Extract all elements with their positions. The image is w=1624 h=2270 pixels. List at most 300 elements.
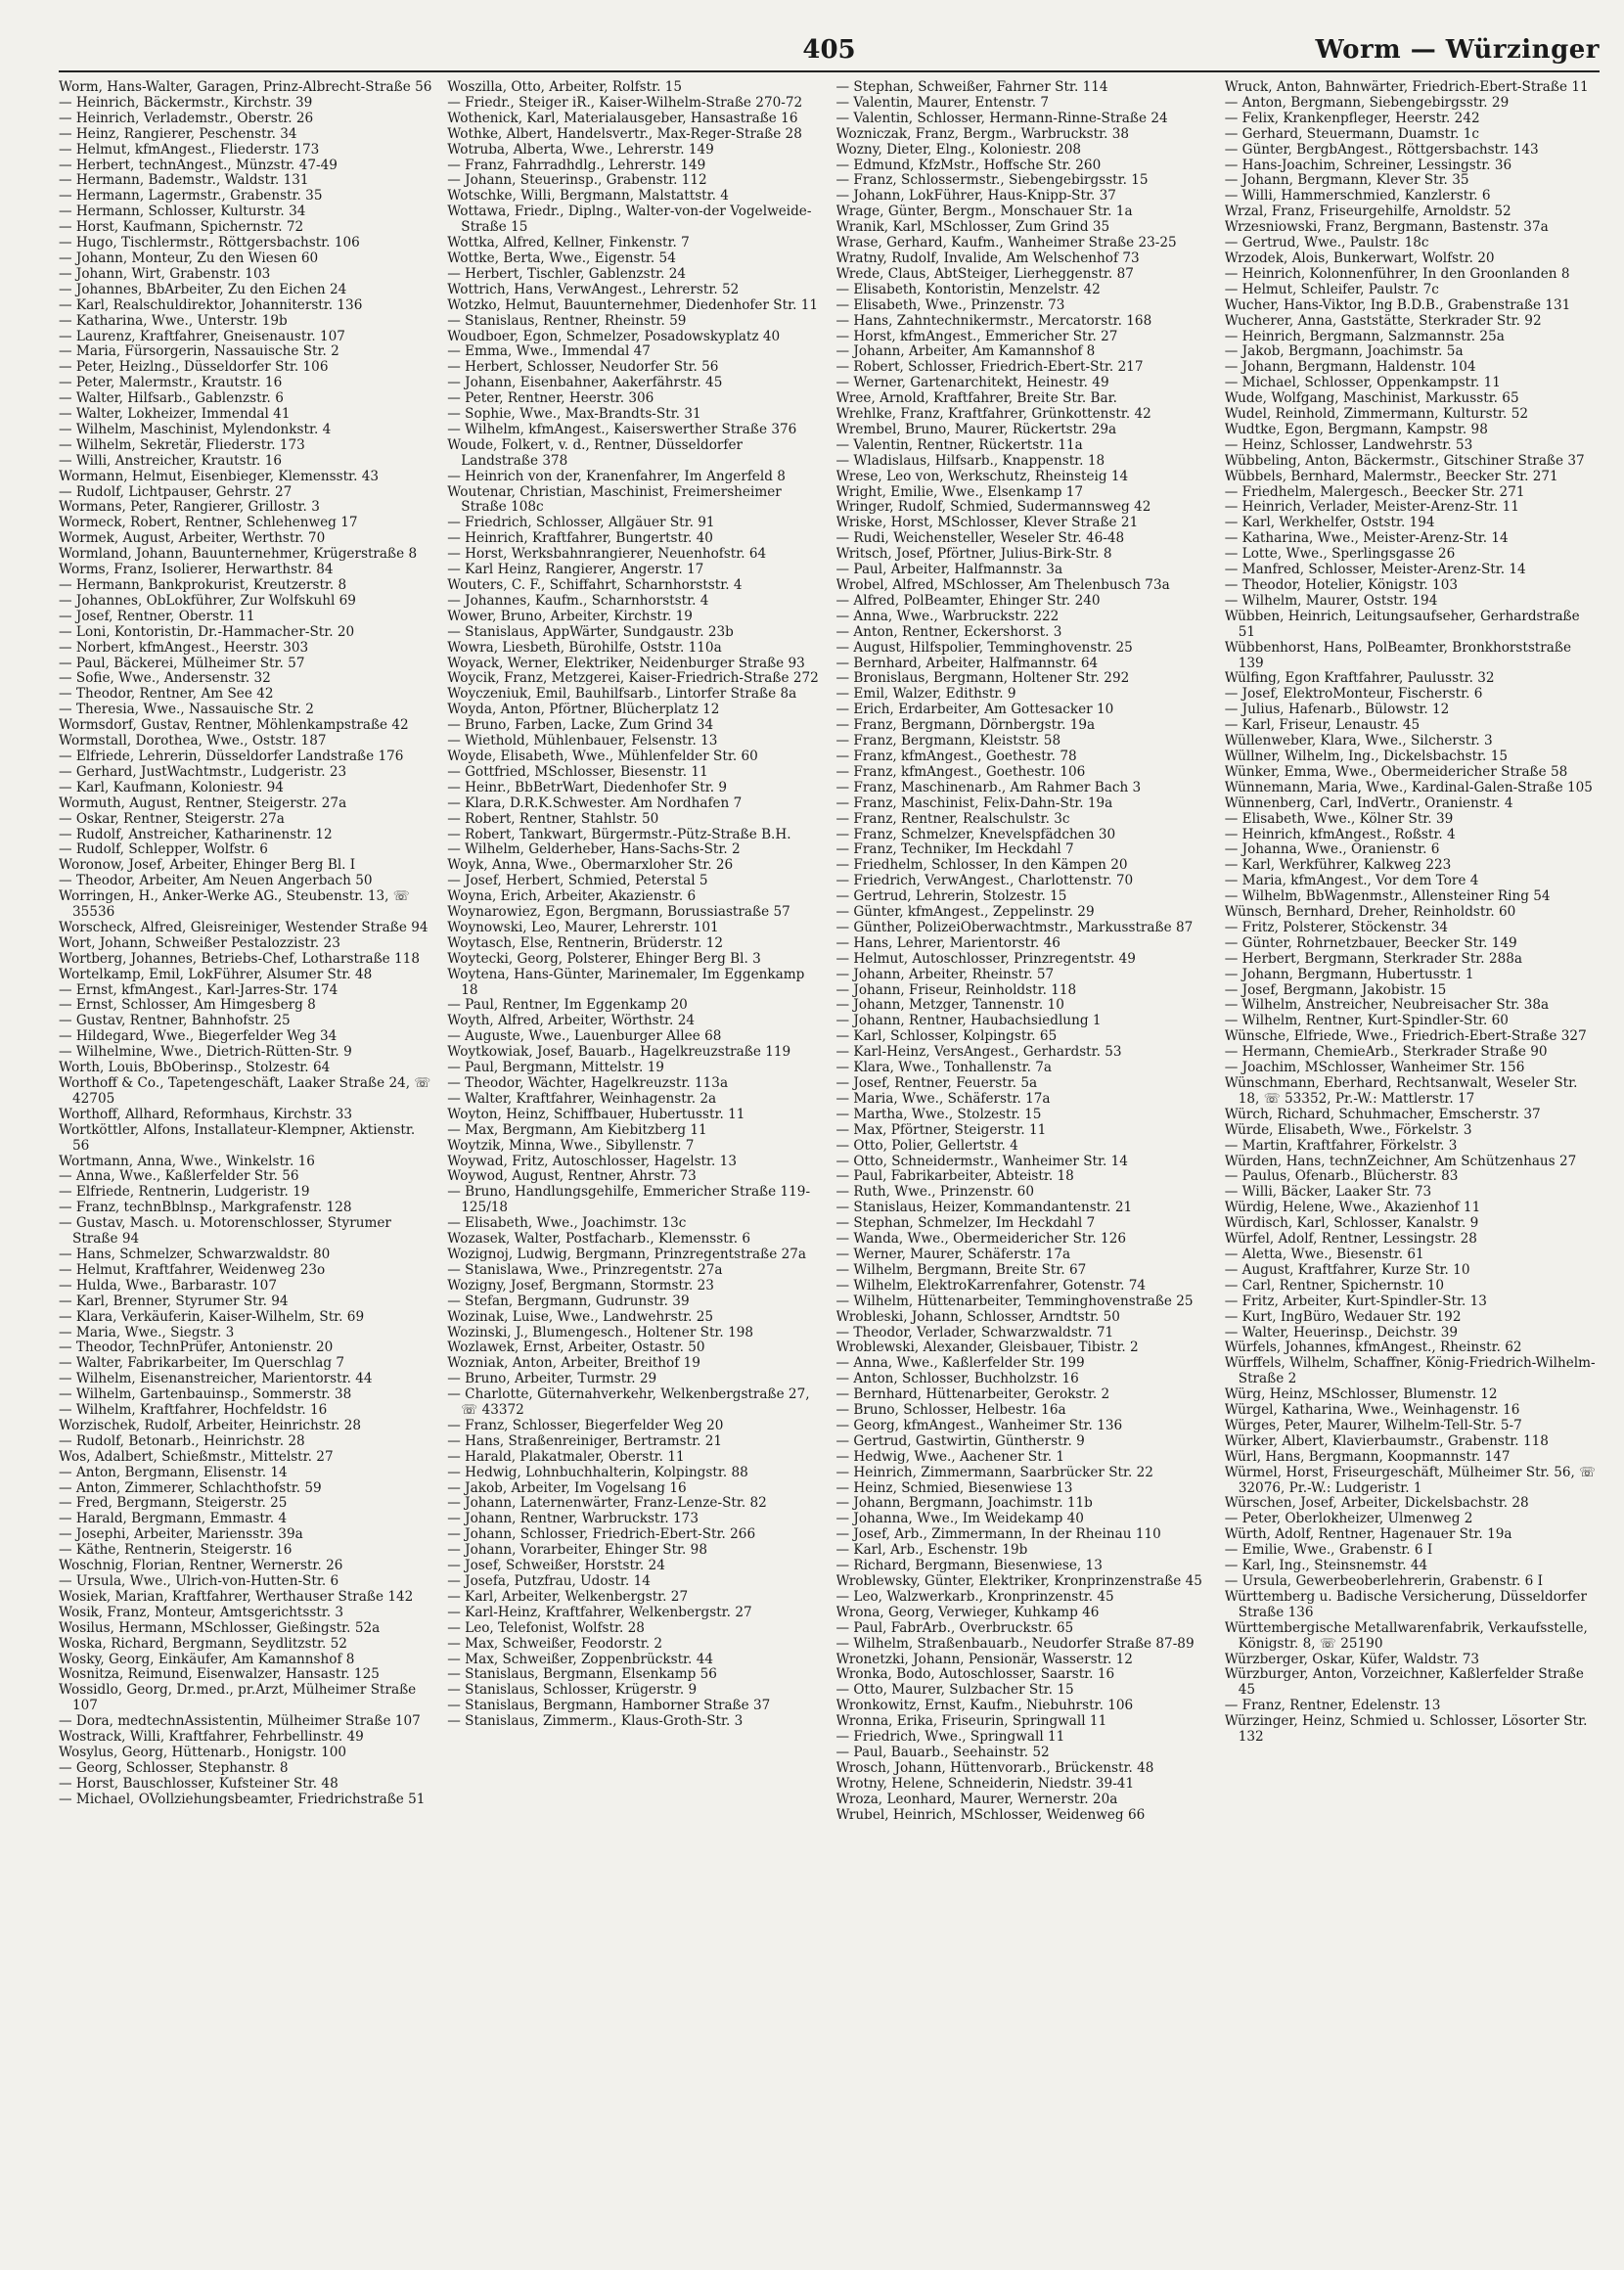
directory-entry: — Karl, Friseur, Lenaustr. 45	[1224, 717, 1421, 734]
directory-entry: — Heinz, Schmied, Biesenwiese 13	[835, 1479, 1073, 1496]
directory-entry: Wronna, Erika, Friseurin, Springwall 11	[835, 1713, 1107, 1730]
directory-entry: Woytena, Hans-Günter, Marinemaler, Im Eggenkamp 18	[447, 966, 805, 998]
directory-entry: Wrzesniowski, Franz, Bergmann, Bastenstr. 37a	[1224, 219, 1549, 236]
directory-entry: — Max, Schweißer, Feodorstr. 2	[447, 1635, 663, 1652]
directory-entry: — Paul, Bauarb., Seehainstr. 52	[835, 1744, 1050, 1760]
directory-entry: — Max, Schweißer, Zoppenbrückstr. 44	[447, 1651, 713, 1667]
directory-entry: — Josef, Bergmann, Jakobistr. 15	[1224, 981, 1447, 998]
directory-entry: — Paul, Bäckerei, Mülheimer Str. 57	[59, 655, 305, 671]
directory-entry: — Günther, PolizeiOberwachtmstr., Markusstraße 87	[835, 919, 1194, 935]
directory-entry: — Heinrich, Bäckermstr., Kirchstr. 39	[59, 94, 313, 111]
directory-entry: — Wilhelm, Eisenanstreicher, Marientorstr. 44	[59, 1371, 373, 1387]
directory-entry: — Willi, Bäcker, Laaker Str. 73	[1224, 1184, 1432, 1201]
directory-entry: — Wanda, Wwe., Obermeidericher Str. 126	[835, 1231, 1126, 1248]
directory-entry: Wormland, Johann, Bauunternehmer, Krügerstraße 8	[59, 546, 418, 563]
directory-entry: — Elisabeth, Wwe., Kölner Str. 39	[1224, 810, 1454, 827]
directory-entry: — Paulus, Ofenarb., Blücherstr. 83	[1224, 1168, 1459, 1185]
directory-entry: — Hermann, ChemieArb., Sterkrader Straße 90	[1224, 1044, 1548, 1061]
directory-entry: — Johann, Bergmann, Haldenstr. 104	[1224, 359, 1476, 376]
directory-entry: Woytzik, Minna, Wwe., Sibyllenstr. 7	[447, 1137, 695, 1154]
directory-entry: — Anton, Bergmann, Siebengebirgsstr. 29	[1224, 94, 1510, 111]
directory-entry: Wrzodek, Alois, Bunkerwart, Wolfstr. 20	[1224, 250, 1495, 266]
directory-entry: — Wilhelm, kfmAngest., Kaiserswerther Straße 376	[447, 421, 797, 437]
directory-entry: Wosylus, Georg, Hüttenarb., Honigstr. 100	[59, 1744, 347, 1760]
directory-entry: — Hugo, Tischlermstr., Röttgersbachstr. 106	[59, 235, 360, 251]
directory-entry: Wozinski, J., Blumengesch., Holtener Str. 198	[447, 1324, 754, 1340]
directory-entry: — Emil, Walzer, Edithstr. 9	[835, 686, 1016, 703]
directory-entry: — Stefan, Bergmann, Gudrunstr. 39	[447, 1293, 690, 1309]
directory-entry: — Carl, Rentner, Spichernstr. 10	[1224, 1277, 1445, 1294]
directory-entry: — Hermann, Bankprokurist, Kreutzerstr. 8	[59, 577, 347, 593]
directory-entry: Würzinger, Heinz, Schmied u. Schlosser, Lösorter Str. 132	[1224, 1713, 1588, 1746]
directory-entry: Würges, Peter, Maurer, Wilhelm-Tell-Str. 5-7	[1224, 1417, 1522, 1433]
directory-entry: Wucherer, Anna, Gaststätte, Sterkrader Str. 92	[1224, 312, 1542, 329]
directory-entry: Wottka, Alfred, Kellner, Finkenstr. 7	[447, 235, 690, 251]
directory-entry: — Stanislaus, Heizer, Kommandantenstr. 21	[835, 1200, 1133, 1216]
directory-entry: — Johannes, Kaufm., Scharnhorststr. 4	[447, 592, 709, 609]
directory-entry: Wroza, Leonhard, Maurer, Wernerstr. 20a	[835, 1791, 1118, 1807]
directory-entry: — Franz, Rentner, Edelenstr. 13	[1224, 1698, 1441, 1714]
directory-entry: Würgel, Katharina, Wwe., Weinhagenstr. 16	[1224, 1402, 1520, 1419]
directory-entry: — Karl-Heinz, VersAngest., Gerhardstr. 53	[835, 1044, 1122, 1061]
directory-entry: — Gerhard, Steuermann, Duamstr. 1c	[1224, 125, 1480, 142]
directory-entry: — Max, Bergmann, Am Kiebitzberg 11	[447, 1121, 707, 1138]
directory-entry: Wozasek, Walter, Postfacharb., Klemensstr. 6	[447, 1231, 750, 1248]
directory-entry: Wringer, Rudolf, Schmied, Sudermannsweg 42	[835, 499, 1151, 516]
directory-entry: — Norbert, kfmAngest., Heerstr. 303	[59, 639, 309, 656]
directory-entry: — Peter, Rentner, Heerstr. 306	[447, 390, 654, 407]
directory-entry: — Johann, Arbeiter, Rheinstr. 57	[835, 966, 1055, 982]
directory-entry: Wotzko, Helmut, Bauunternehmer, Diedenhofer Str. 11	[447, 296, 819, 313]
directory-entry: — Gertrud, Gastwirtin, Güntherstr. 9	[835, 1432, 1085, 1449]
directory-entry: — Johann, Laternenwärter, Franz-Lenze-Str. 82	[447, 1495, 767, 1512]
directory-entry: — Wilhelm, Anstreicher, Neubreisacher Str. 38a	[1224, 997, 1550, 1014]
directory-entry: — Wilhelm, Gartenbauinsp., Sommerstr. 38	[59, 1386, 352, 1403]
directory-entry: — Heinrich, kfmAngest., Roßstr. 4	[1224, 826, 1456, 842]
directory-entry: — Paul, Arbeiter, Halfmannstr. 3a	[835, 562, 1063, 578]
directory-entry: Wottawa, Friedr., Diplng., Walter-von-der Vogelweide-Straße 15	[447, 204, 812, 236]
directory-entry: Woyton, Heinz, Schiffbauer, Hubertusstr. 11	[447, 1106, 745, 1122]
directory-entry: — Stanislaus, Schlosser, Krügerstr. 9	[447, 1682, 698, 1699]
directory-entry: Worzischek, Rudolf, Arbeiter, Heinrichstr. 28	[59, 1417, 362, 1433]
directory-entry: Würfels, Johannes, kfmAngest., Rheinstr. 62	[1224, 1339, 1522, 1356]
directory-entry: — Bruno, Schlosser, Helbestr. 16a	[835, 1402, 1066, 1419]
directory-entry: — Günter, BergbAngest., Röttgersbachstr. 143	[1224, 141, 1539, 158]
directory-entry: — Johannes, BbArbeiter, Zu den Eichen 24	[59, 281, 347, 297]
directory-entry: — Franz, technBblnsp., Markgrafenstr. 128	[59, 1200, 352, 1216]
directory-entry: Worscheck, Alfred, Gleisreiniger, Westender Straße 94	[59, 919, 429, 935]
directory-entry: Worms, Franz, Isolierer, Herwarthstr. 84	[59, 562, 334, 578]
directory-entry: — Paul, Fabrikarbeiter, Abteistr. 18	[835, 1168, 1074, 1185]
directory-entry: — Käthe, Rentnerin, Steigerstr. 16	[59, 1542, 293, 1559]
directory-entry: — Sofie, Wwe., Andersenstr. 32	[59, 670, 271, 687]
directory-entry: — Franz, kfmAngest., Goethestr. 106	[835, 763, 1086, 780]
directory-entry: — Friedhelm, Schlosser, In den Kämpen 20	[835, 857, 1128, 874]
directory-entry: Writsch, Josef, Pförtner, Julius-Birk-Str. 8	[835, 546, 1112, 563]
directory-entry: — Stephan, Schweißer, Fahrner Str. 114	[835, 80, 1108, 95]
directory-entry: Würde, Elisabeth, Wwe., Förkelstr. 3	[1224, 1121, 1472, 1138]
directory-entry: Wosik, Franz, Monteur, Amtsgerichtsstr. 3	[59, 1604, 344, 1620]
directory-entry: Wozignoj, Ludwig, Bergmann, Prinzregentstraße 27a	[447, 1246, 806, 1262]
directory-entry: Wranik, Karl, MSchlosser, Zum Grind 35	[835, 219, 1110, 236]
directory-entry: — Josef, Schweißer, Horststr. 24	[447, 1558, 665, 1574]
directory-entry: — Heinrich, Kraftfahrer, Bungertstr. 40	[447, 530, 713, 547]
directory-entry: — Karl-Heinz, Kraftfahrer, Welkenbergstr. 27	[447, 1604, 752, 1620]
directory-entry: Wübbels, Bernhard, Malermstr., Beecker Str. 271	[1224, 468, 1558, 484]
directory-entry: Wottke, Berta, Wwe., Eigenstr. 54	[447, 250, 676, 266]
directory-entry: — Felix, Krankenpfleger, Heerstr. 242	[1224, 110, 1480, 126]
directory-entry: — Josef, Herbert, Schmied, Peterstal 5	[447, 873, 708, 889]
directory-entry: — Franz, Techniker, Im Heckdahl 7	[835, 841, 1074, 858]
directory-entry: Wormeck, Robert, Rentner, Schlehenweg 17	[59, 515, 358, 531]
directory-entry: — Johann, Wirt, Grabenstr. 103	[59, 265, 271, 282]
directory-entry: Württemberg u. Badische Versicherung, Düsseldorfer Straße 136	[1224, 1588, 1587, 1620]
directory-entry: — Hans-Joachim, Schreiner, Lessingstr. 36	[1224, 157, 1512, 173]
directory-entry: — Friedrich, Schlosser, Allgäuer Str. 91	[447, 515, 715, 531]
directory-entry: — Hulda, Wwe., Barbarastr. 107	[59, 1277, 277, 1294]
directory-entry: Wübbenhorst, Hans, PolBeamter, Bronkhorststraße 139	[1224, 639, 1571, 671]
page-header	[59, 29, 1600, 68]
directory-entry: — Katharina, Wwe., Meister-Arenz-Str. 14	[1224, 530, 1509, 547]
directory-entry: — Katharina, Wwe., Unterstr. 19b	[59, 312, 288, 329]
directory-entry: — Manfred, Schlosser, Meister-Arenz-Str. 14	[1224, 562, 1526, 578]
directory-entry: — Bernhard, Hüttenarbeiter, Gerokstr. 2	[835, 1386, 1110, 1403]
directory-entry: Woyde, Elisabeth, Wwe., Mühlenfelder Str. 60	[447, 748, 758, 764]
directory-entry: — Anton, Rentner, Eckershorst. 3	[835, 623, 1062, 640]
directory-entry: Wruck, Anton, Bahnwärter, Friedrich-Ebert-Straße 11	[1224, 80, 1589, 95]
directory-entry: — Johann, Rentner, Warbruckstr. 173	[447, 1511, 699, 1527]
directory-entry: — Elisabeth, Wwe., Prinzenstr. 73	[835, 296, 1065, 313]
directory-entry: — Ernst, Schlosser, Am Himgesberg 8	[59, 997, 316, 1014]
directory-entry: Woynowski, Leo, Maurer, Lehrerstr. 101	[447, 919, 719, 935]
directory-entry: Wozinak, Luise, Wwe., Landwehrstr. 25	[447, 1308, 714, 1325]
directory-entry: — Otto, Schneidermstr., Wanheimer Str. 14	[835, 1153, 1128, 1169]
directory-entry: — Karl, Schlosser, Kolpingstr. 65	[835, 1028, 1058, 1045]
directory-entry: — Maria, Fürsorgerin, Nassauische Str. 2	[59, 343, 339, 360]
directory-entry: Wrobleski, Johann, Schlosser, Arndtstr. 50	[835, 1308, 1120, 1325]
directory-entry: — Josefa, Putzfrau, Udostr. 14	[447, 1573, 651, 1589]
directory-entry: Würmel, Horst, Friseurgeschäft, Mülheimer Str. 56, ☏ 32076, Pr.-W.: Ludgeristr. 1	[1224, 1464, 1597, 1496]
directory-entry: — Otto, Polier, Gellertstr. 4	[835, 1137, 1018, 1154]
directory-entry: Woyczeniuk, Emil, Bauhilfsarb., Lintorfer Straße 8a	[447, 686, 797, 703]
directory-entry: — Rudolf, Anstreicher, Katharinenstr. 12	[59, 826, 333, 842]
directory-entry: — Valentin, Rentner, Rückertstr. 11a	[835, 436, 1083, 453]
directory-entry: — Ruth, Wwe., Prinzenstr. 60	[835, 1184, 1034, 1201]
directory-entry: — Theodor, Wächter, Hagelkreuzstr. 113a	[447, 1075, 729, 1091]
directory-entry: — Walter, Heuerinsp., Deichstr. 39	[1224, 1324, 1459, 1340]
directory-entry: — Heinz, Rangierer, Peschenstr. 34	[59, 125, 297, 142]
directory-entry: — Theodor, Verlader, Schwarzwaldstr. 71	[835, 1324, 1114, 1340]
directory-entry: — Walter, Lokheizer, Immendal 41	[59, 406, 291, 423]
directory-entry: Wriske, Horst, MSchlosser, Klever Straße 21	[835, 515, 1139, 531]
directory-entry: Würden, Hans, technZeichner, Am Schützenhaus 27	[1224, 1153, 1577, 1169]
directory-entry: — Heinrich, Kolonnenführer, In den Groonlanden 8	[1224, 265, 1570, 282]
directory-entry: Württembergische Metallwarenfabrik, Verkaufsstelle, Königstr. 8, ☏ 25190	[1224, 1619, 1588, 1652]
directory-entry: — Josephi, Arbeiter, Mariensstr. 39a	[59, 1526, 303, 1543]
directory-entry: Wosky, Georg, Einkäufer, Am Kamannshof 8	[59, 1651, 355, 1667]
directory-entry: — Karl, Werkhelfer, Oststr. 194	[1224, 515, 1435, 531]
directory-entry: — Erich, Erdarbeiter, Am Gottesacker 10	[835, 702, 1114, 718]
directory-entry: — Ursula, Gewerbeoberlehrerin, Grabenstr. 6 I	[1224, 1573, 1544, 1589]
directory-entry: — Max, Pförtner, Steigerstr. 11	[835, 1121, 1047, 1138]
directory-entry: — Wilhelm, Rentner, Kurt-Spindler-Str. 60	[1224, 1013, 1509, 1029]
directory-entry: — Robert, Tankwart, Bürgermstr.-Pütz-Straße B.H.	[447, 826, 791, 842]
directory-entry: — Willi, Hammerschmied, Kanzlerstr. 6	[1224, 188, 1491, 204]
directory-entry: — Heinrich von der, Kranenfahrer, Im Angerfeld 8	[447, 468, 786, 484]
directory-entry: — Edmund, KfzMstr., Hoffsche Str. 260	[835, 157, 1102, 173]
directory-entry: Wübbeling, Anton, Bäckermstr., Gitschiner Straße 37	[1224, 452, 1585, 469]
directory-entry: — Willi, Anstreicher, Krautstr. 16	[59, 452, 282, 469]
directory-entry: Wormek, August, Arbeiter, Werthstr. 70	[59, 530, 326, 547]
directory-entry: — Fred, Bergmann, Steigerstr. 25	[59, 1495, 288, 1512]
directory-entry: — Rudolf, Lichtpauser, Gehrstr. 27	[59, 483, 293, 500]
directory-entry: Wucher, Hans-Viktor, Ing B.D.B., Grabenstraße 131	[1224, 296, 1571, 313]
directory-entry: — Werner, Maurer, Schäferstr. 17a	[835, 1246, 1071, 1262]
directory-entry: Wronkowitz, Ernst, Kaufm., Niebuhrstr. 106	[835, 1698, 1134, 1714]
directory-entry: Wosilus, Hermann, MSchlosser, Gießingstr. 52a	[59, 1619, 381, 1636]
directory-entry: — Jakob, Bergmann, Joachimstr. 5a	[1224, 343, 1464, 360]
directory-entry: Woytecki, Georg, Polsterer, Ehinger Berg Bl. 3	[447, 950, 761, 967]
directory-entry: — Leo, Walzwerkarb., Kronprinzenstr. 45	[835, 1588, 1114, 1605]
directory-entry: — Wilhelmine, Wwe., Dietrich-Rütten-Str. 9	[59, 1044, 352, 1061]
directory-entry: — Loni, Kontoristin, Dr.-Hammacher-Str. 20	[59, 623, 355, 640]
directory-entry: — Elisabeth, Kontoristin, Menzelstr. 42	[835, 281, 1101, 297]
directory-entry: Wottrich, Hans, VerwAngest., Lehrerstr. 52	[447, 281, 740, 297]
directory-entry: — Wilhelm, Gelderheber, Hans-Sachs-Str. 2	[447, 841, 741, 858]
directory-entry: Wrede, Claus, AbtSteiger, Lierheggenstr. 87	[835, 265, 1134, 282]
directory-entry: — Auguste, Wwe., Lauenburger Allee 68	[447, 1028, 722, 1045]
directory-entry: Würl, Hans, Bergmann, Koopmannstr. 147	[1224, 1448, 1511, 1465]
directory-entry: — Emma, Wwe., Immendal 47	[447, 343, 651, 360]
directory-entry: Wronetzki, Johann, Pensionär, Wasserstr. 12	[835, 1651, 1133, 1667]
directory-entry: — Hedwig, Wwe., Aachener Str. 1	[835, 1448, 1064, 1465]
directory-entry: Woyack, Werner, Elektriker, Neidenburger Straße 93	[447, 655, 805, 671]
directory-entry: Wosiek, Marian, Kraftfahrer, Werthauser Straße 142	[59, 1588, 414, 1605]
directory-entry: Wülfing, Egon Kraftfahrer, Paulusstr. 32	[1224, 670, 1495, 687]
directory-entry: — Sophie, Wwe., Max-Brandts-Str. 31	[447, 406, 701, 423]
directory-entry: Wouters, C. F., Schiffahrt, Scharnhorststr. 4	[447, 577, 743, 593]
directory-entry: Würdig, Helene, Wwe., Akazienhof 11	[1224, 1200, 1481, 1216]
directory-entry: Wos, Adalbert, Schießmstr., Mittelstr. 27	[59, 1448, 334, 1465]
directory-entry: Wrase, Gerhard, Kaufm., Wanheimer Straße 23-25	[835, 235, 1177, 251]
directory-entry: — Walter, Kraftfahrer, Weinhagenstr. 2a	[447, 1090, 717, 1107]
header-rule	[59, 70, 1600, 72]
directory-entry: — Theresia, Wwe., Nassauische Str. 2	[59, 702, 314, 718]
directory-entry: — Hermann, Schlosser, Kulturstr. 34	[59, 204, 306, 220]
directory-entry: — Theodor, Rentner, Am See 42	[59, 686, 274, 703]
directory-entry: Würffels, Wilhelm, Schaffner, König-Friedrich-Wilhelm-Straße 2	[1224, 1355, 1596, 1387]
directory-entry: — Horst, kfmAngest., Emmericher Str. 27	[835, 328, 1118, 344]
directory-entry: — Karl, Arb., Eschenstr. 19b	[835, 1542, 1028, 1559]
directory-entry: Würdisch, Karl, Schlosser, Kanalstr. 9	[1224, 1215, 1479, 1232]
directory-entry: — Oskar, Rentner, Steigerstr. 27a	[59, 810, 285, 827]
directory-entry: Worthoff & Co., Tapetengeschäft, Laaker Straße 24, ☏ 42705	[59, 1075, 431, 1107]
directory-entry: Wübben, Heinrich, Leitungsaufseher, Gerhardstraße 51	[1224, 608, 1580, 640]
directory-entry: Wünker, Emma, Wwe., Obermeidericher Straße 58	[1224, 763, 1568, 780]
directory-entry: — Johanna, Wwe., Im Weidekamp 40	[835, 1511, 1084, 1527]
directory-entry: — Horst, Bauschlosser, Kufsteiner Str. 48	[59, 1775, 338, 1792]
directory-entry: — Charlotte, Güternahverkehr, Welkenbergstraße 27, ☏ 43372	[447, 1386, 810, 1419]
directory-entry: — Elfriede, Lehrerin, Düsseldorfer Landstraße 176	[59, 748, 404, 764]
directory-entry: — Elisabeth, Wwe., Joachimstr. 13c	[447, 1215, 687, 1232]
directory-entry: Wozny, Dieter, Elng., Koloniestr. 208	[835, 141, 1081, 158]
directory-entry: Worm, Hans-Walter, Garagen, Prinz-Albrecht-Straße 56	[59, 80, 432, 95]
directory-entry: — August, Hilfspolier, Temminghovenstr. 25	[835, 639, 1133, 656]
directory-entry: — Rudolf, Betonarb., Heinrichstr. 28	[59, 1432, 305, 1449]
directory-entry: — Otto, Maurer, Sulzbacher Str. 15	[835, 1682, 1074, 1699]
directory-entry: — Franz, Maschinenarb., Am Rahmer Bach 3	[835, 779, 1142, 795]
directory-entry: Woska, Richard, Bergmann, Seydlitzstr. 52	[59, 1635, 347, 1652]
directory-entry: — Gustav, Rentner, Bahnhofstr. 25	[59, 1013, 291, 1029]
directory-entry: — Aletta, Wwe., Biesenstr. 61	[1224, 1246, 1424, 1262]
directory-entry: — Johannes, ObLokführer, Zur Wolfskuhl 69	[59, 592, 356, 609]
directory-entry: Wormsdorf, Gustav, Rentner, Möhlenkampstraße 42	[59, 717, 409, 734]
directory-entry: Woywad, Fritz, Autoschlosser, Hagelstr. 13	[447, 1153, 737, 1169]
directory-entry: — Karl, Ing., Steinsnemstr. 44	[1224, 1558, 1428, 1574]
directory-entry: — Gustav, Masch. u. Motorenschlosser, Styrumer Straße 94	[59, 1215, 391, 1248]
directory-entry: — Friedhelm, Malergesch., Beecker Str. 271	[1224, 483, 1525, 500]
directory-entry: Woude, Folkert, v. d., Rentner, Düsseldorfer Landstraße 378	[447, 436, 744, 469]
directory-entry: Wrotny, Helene, Schneiderin, Niedstr. 39-41	[835, 1775, 1135, 1792]
directory-entry: — Klara, Wwe., Tonhallenstr. 7a	[835, 1060, 1053, 1076]
directory-entry: — Heinr., BbBetrWart, Diedenhofer Str. 9	[447, 779, 728, 795]
directory-entry: — Josef, Rentner, Oberstr. 11	[59, 608, 255, 624]
directory-entry: Wormann, Helmut, Eisenbieger, Klemensstr. 43	[59, 468, 380, 484]
directory-entry: — Friedrich, Wwe., Springwall 11	[835, 1729, 1065, 1746]
directory-entry: — Helmut, kfmAngest., Fliederstr. 173	[59, 141, 320, 158]
directory-entry: — Bruno, Arbeiter, Turmstr. 29	[447, 1371, 657, 1387]
directory-entry: Wrzal, Franz, Friseurgehilfe, Arnoldstr. 52	[1224, 204, 1511, 220]
directory-entry: Worthoff, Allhard, Reformhaus, Kirchstr. 33	[59, 1106, 353, 1122]
directory-entry: — Theodor, TechnPrüfer, Antonienstr. 20	[59, 1339, 334, 1356]
directory-entry: Wrehlke, Franz, Kraftfahrer, Grünkottenstr. 42	[835, 406, 1151, 423]
directory-entry: — Stanislaus, Rentner, Rheinstr. 59	[447, 312, 687, 329]
directory-entry: — Robert, Schlosser, Friedrich-Ebert-Str. 217	[835, 359, 1144, 376]
directory-entry: Wotschke, Willi, Bergmann, Malstattstr. 4	[447, 188, 729, 204]
directory-entry: — Heinrich, Verlademstr., Oberstr. 26	[59, 110, 314, 126]
directory-entry: — Michael, Schlosser, Oppenkampstr. 11	[1224, 375, 1501, 391]
directory-entry: — Herbert, technAngest., Münzstr. 47-49	[59, 157, 338, 173]
directory-entry: — Stephan, Schmelzer, Im Heckdahl 7	[835, 1215, 1096, 1232]
directory-entry: — Harald, Plakatmaler, Oberstr. 11	[447, 1448, 685, 1465]
directory-entry: — Helmut, Autoschlosser, Prinzregentstr. 49	[835, 950, 1136, 967]
directory-entry: — Bernhard, Arbeiter, Halfmannstr. 64	[835, 655, 1099, 671]
directory-entry: Wrona, Georg, Verwieger, Kuhkamp 46	[835, 1604, 1100, 1620]
directory-entry: — Karl, Werkführer, Kalkweg 223	[1224, 857, 1452, 874]
directory-entry: — Wilhelm, Maschinist, Mylendonkstr. 4	[59, 421, 332, 437]
directory-entry: — Friedrich, VerwAngest., Charlottenstr. 70	[835, 873, 1134, 889]
directory-entry: — Josef, Rentner, Feuerstr. 5a	[835, 1075, 1038, 1091]
directory-entry: Würfel, Adolf, Rentner, Lessingstr. 28	[1224, 1231, 1477, 1248]
directory-entry: — Wilhelm, Bergmann, Breite Str. 67	[835, 1261, 1087, 1278]
directory-entry: — Horst, Werksbahnrangierer, Neuenhofstr. 64	[447, 546, 767, 563]
directory-entry: Wronka, Bodo, Autoschlosser, Saarstr. 16	[835, 1666, 1115, 1683]
directory-entry: Wort, Johann, Schweißer Pestalozzistr. 23	[59, 934, 340, 951]
directory-entry: — Johann, Steuerinsp., Grabenstr. 112	[447, 172, 707, 189]
directory-entry: Wortelkamp, Emil, LokFührer, Alsumer Str. 48	[59, 966, 373, 982]
directory-entry: — Franz, Schlossermstr., Siebengebirgsstr. 15	[835, 172, 1149, 189]
directory-entry: — Valentin, Maurer, Entenstr. 7	[835, 94, 1050, 111]
directory-entry: — Peter, Malermstr., Krautstr. 16	[59, 375, 283, 391]
directory-entry: — Josef, Arb., Zimmermann, In der Rheinau 110	[835, 1526, 1161, 1543]
directory-entry: — Anton, Bergmann, Elisenstr. 14	[59, 1464, 288, 1480]
directory-entry: — Stanislawa, Wwe., Prinzregentstr. 27a	[447, 1261, 723, 1278]
directory-entry: — Laurenz, Kraftfahrer, Gneisenaustr. 107	[59, 328, 345, 344]
directory-entry: — Johann, Bergmann, Joachimstr. 11b	[835, 1495, 1093, 1512]
directory-entry: — Heinrich, Verlader, Meister-Arenz-Str. 11	[1224, 499, 1519, 516]
directory-entry: — Valentin, Schlosser, Hermann-Rinne-Straße 24	[835, 110, 1168, 126]
directory-entry: — Rudolf, Schlepper, Wolfstr. 6	[59, 841, 268, 858]
directory-entry: Wortberg, Johannes, Betriebs-Chef, Lotharstraße 118	[59, 950, 420, 967]
directory-entry: — Karl, Kaufmann, Koloniestr. 94	[59, 779, 284, 795]
directory-entry: Woschnig, Florian, Rentner, Wernerstr. 26	[59, 1558, 343, 1574]
directory-entry: — Johanna, Wwe., Oranienstr. 6	[1224, 841, 1440, 858]
directory-entry: Wright, Emilie, Wwe., Elsenkamp 17	[835, 483, 1084, 500]
directory-entry: — Herbert, Tischler, Gablenzstr. 24	[447, 265, 687, 282]
directory-entry: — Hans, Zahntechnikermstr., Mercatorstr. 168	[835, 312, 1152, 329]
directory-entry: — Hermann, Bademstr., Waldstr. 131	[59, 172, 309, 189]
directory-entry: — Joachim, MSchlosser, Wanheimer Str. 156	[1224, 1060, 1525, 1076]
directory-entry: Wünsch, Bernhard, Dreher, Reinholdstr. 60	[1224, 904, 1516, 921]
directory-entry: — Wilhelm, BbWagenmstr., Allensteiner Ring 54	[1224, 888, 1551, 905]
directory-entry: Woyda, Anton, Pförtner, Blücherplatz 12	[447, 702, 720, 718]
directory-column-3	[836, 80, 1211, 2262]
directory-entry: — Theodor, Arbeiter, Am Neuen Angerbach 50	[59, 873, 373, 889]
directory-entry: — Franz, Fahrradhdlg., Lehrerstr. 149	[447, 157, 706, 173]
directory-entry: — Heinz, Schlosser, Landwehrstr. 53	[1224, 436, 1473, 453]
directory-entry: — Franz, Schlosser, Biegerfelder Weg 20	[447, 1417, 724, 1433]
directory-entry: Wozniczak, Franz, Bergm., Warbruckstr. 38	[835, 125, 1130, 142]
directory-entry: — Heinrich, Zimmermann, Saarbrücker Str. 22	[835, 1464, 1153, 1480]
directory-entry: — Hermann, Lagermstr., Grabenstr. 35	[59, 188, 323, 204]
directory-entry: — Maria, Wwe., Siegstr. 3	[59, 1324, 235, 1340]
directory-entry: Wude, Wolfgang, Maschinist, Markusstr. 65	[1224, 390, 1519, 407]
directory-entry: — Ursula, Wwe., Ulrich-von-Hutten-Str. 6	[59, 1573, 339, 1589]
directory-entry: — Wilhelm, Straßenbauarb., Neudorfer Straße 87-89	[835, 1635, 1195, 1652]
directory-entry: Wozigny, Josef, Bergmann, Stormstr. 23	[447, 1277, 714, 1294]
directory-entry: — Paul, FabrArb., Overbruckstr. 65	[835, 1619, 1074, 1636]
directory-entry: Wothke, Albert, Handelsvertr., Max-Reger-Straße 28	[447, 125, 802, 142]
directory-entry: — Martin, Kraftfahrer, Förkelstr. 3	[1224, 1137, 1458, 1154]
directory-entry: Woyth, Alfred, Arbeiter, Wörthstr. 24	[447, 1013, 695, 1029]
directory-entry: — Gertrud, Lehrerin, Stolzestr. 15	[835, 888, 1067, 905]
directory-entry: Woronow, Josef, Arbeiter, Ehinger Berg Bl. I	[59, 857, 356, 874]
directory-column-4	[1225, 80, 1600, 2262]
directory-entry: Woutenar, Christian, Maschinist, Freimersheimer Straße 108c	[447, 483, 782, 516]
directory-entry: — Richard, Bergmann, Biesenwiese, 13	[835, 1558, 1103, 1574]
directory-entry: — Helmut, Kraftfahrer, Weidenweg 23o	[59, 1261, 326, 1278]
directory-entry: Würzburger, Anton, Vorzeichner, Kaßlerfelder Straße 45	[1224, 1666, 1584, 1699]
directory-entry: — Karl, Brenner, Styrumer Str. 94	[59, 1293, 289, 1309]
directory-entry: — Wilhelm, ElektroKarrenfahrer, Gotenstr. 74	[835, 1277, 1147, 1294]
directory-entry: — Alfred, PolBeamter, Ehinger Str. 240	[835, 592, 1101, 609]
directory-entry: Woyna, Erich, Arbeiter, Akazienstr. 6	[447, 888, 697, 905]
directory-entry: Wünsche, Elfriede, Wwe., Friedrich-Ebert-Straße 327	[1224, 1028, 1587, 1045]
directory-entry: — Kurt, IngBüro, Wedauer Str. 192	[1224, 1308, 1462, 1325]
directory-entry: Wormuth, August, Rentner, Steigerstr. 27a	[59, 794, 347, 811]
directory-entry: — Günter, kfmAngest., Zeppelinstr. 29	[835, 904, 1095, 921]
directory-entry: Wortköttler, Alfons, Installateur-Klempner, Aktienstr. 56	[59, 1121, 416, 1154]
directory-entry: — Maria, Wwe., Schäferstr. 17a	[835, 1090, 1051, 1107]
directory-entry: — Karl, Realschuldirektor, Johanniterstr. 136	[59, 296, 363, 313]
directory-entry: — Gerhard, JustWachtmstr., Ludgeristr. 23	[59, 763, 347, 780]
directory-entry: Wrese, Leo von, Werkschutz, Rheinsteig 14	[835, 468, 1129, 484]
directory-entry: Wüllenweber, Klara, Wwe., Silcherstr. 3	[1224, 733, 1493, 749]
directory-entry: — Klara, Verkäuferin, Kaiser-Wilhelm, Str. 69	[59, 1308, 365, 1325]
directory-entry: Worringen, H., Anker-Werke AG., Steubenstr. 13, ☏ 35536	[59, 888, 410, 921]
directory-entry: — Wiethold, Mühlenbauer, Felsenstr. 13	[447, 733, 718, 749]
directory-entry: — Wladislaus, Hilfsarb., Knappenstr. 18	[835, 452, 1105, 469]
